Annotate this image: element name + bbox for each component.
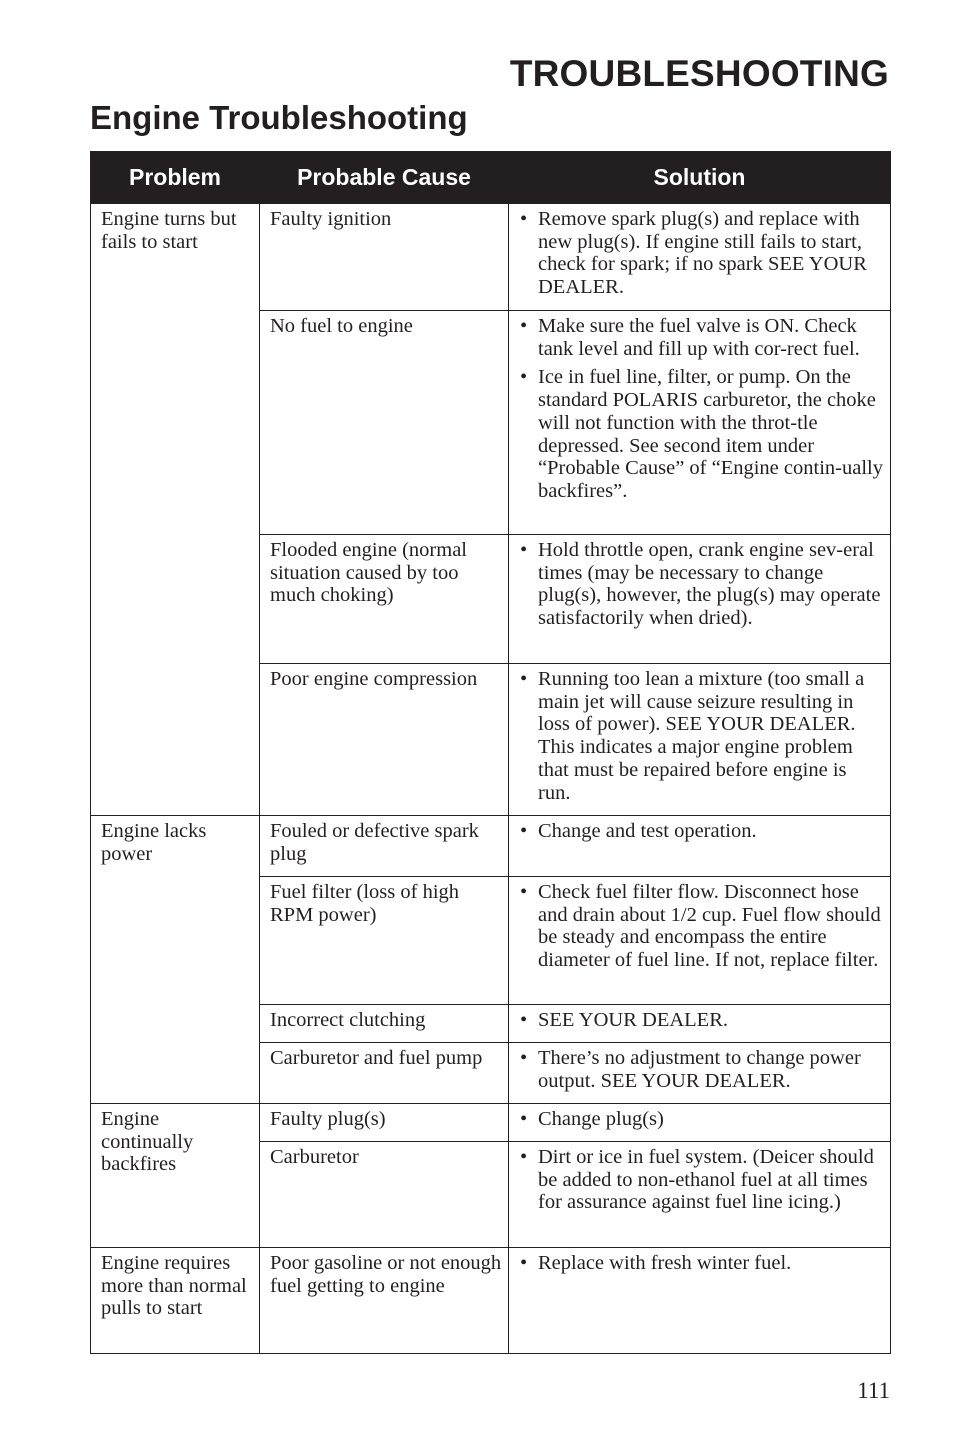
table-header-row xyxy=(91,152,891,204)
page-title: Engine Troubleshooting xyxy=(90,99,468,136)
solution-item: • Remove spark plug(s) and replace with new plug(s). If engine still fails to start, check for spark; if no spark SEE YOUR DEALER. xyxy=(517,208,884,299)
solution-cell xyxy=(509,311,891,535)
problem-cell: Engine lacks power xyxy=(91,816,260,1104)
problem-cell: Engine turns but fails to start xyxy=(91,204,260,816)
solution-cell xyxy=(509,664,891,816)
solution-cell xyxy=(509,535,891,664)
cause-cell: Fouled or defective spark plug xyxy=(260,816,509,877)
cause-cell: No fuel to engine xyxy=(260,311,509,535)
solution-item: • Running too lean a mixture (too small a main jet will cause seizure resulting in loss of power). SEE YOUR DEALER. This indicates a major engine problem that must be repaired before engine is run. xyxy=(517,668,884,804)
troubleshooting-table xyxy=(90,151,891,1354)
solution-item: • Hold throttle open, crank engine sev-eral times (may be necessary to change plug(s), however, the plug(s) may operate satisfactorily when dried). xyxy=(517,539,884,630)
table-row xyxy=(91,204,891,311)
cause-cell: Poor gasoline or not enough fuel getting to engine xyxy=(260,1248,509,1354)
solution-cell xyxy=(509,877,891,1005)
solution-cell xyxy=(509,1005,891,1043)
cause-cell: Flooded engine (normal situation caused by too much choking) xyxy=(260,535,509,664)
table-row xyxy=(91,1248,891,1354)
solution-item: • SEE YOUR DEALER. xyxy=(517,1009,884,1032)
solution-item: • Ice in fuel line, filter, or pump. On the standard POLARIS carburetor, the choke will not function with the throt-tle depressed. See second item under “Probable Cause” of “Engine contin-ually backfires”. xyxy=(517,366,884,502)
table-row xyxy=(91,1104,891,1142)
column-header-probable-cause: Probable Cause xyxy=(260,152,509,204)
cause-cell: Incorrect clutching xyxy=(260,1005,509,1043)
cause-cell: Carburetor xyxy=(260,1142,509,1248)
cause-cell: Faulty plug(s) xyxy=(260,1104,509,1142)
page-number: 111 xyxy=(857,1378,890,1403)
cause-cell: Fuel filter (loss of high RPM power) xyxy=(260,877,509,1005)
solution-cell xyxy=(509,816,891,877)
solution-item: • Check fuel filter flow. Disconnect hose and drain about 1/2 cup. Fuel flow should be steady and encompass the entire diameter of fuel line. If not, replace filter. xyxy=(517,881,884,972)
solution-cell xyxy=(509,1142,891,1248)
solution-item: • Change plug(s) xyxy=(517,1108,884,1131)
column-header-problem: Problem xyxy=(91,152,260,204)
solution-item: • Replace with fresh winter fuel. xyxy=(517,1252,884,1275)
cause-cell: Poor engine compression xyxy=(260,664,509,816)
solution-cell xyxy=(509,1248,891,1354)
solution-item: • Change and test operation. xyxy=(517,820,884,843)
solution-cell xyxy=(509,204,891,311)
section-title: TROUBLESHOOTING xyxy=(509,53,889,94)
solution-item: • There’s no adjustment to change power output. SEE YOUR DEALER. xyxy=(517,1047,884,1092)
cause-cell: Carburetor and fuel pump xyxy=(260,1043,509,1104)
solution-item: • Make sure the fuel valve is ON. Check tank level and fill up with cor-rect fuel. xyxy=(517,315,884,360)
solution-item: • Dirt or ice in fuel system. (Deicer should be added to non-ethanol fuel at all times for assurance against fuel line icing.) xyxy=(517,1146,884,1214)
problem-cell: Engine continually backfires xyxy=(91,1104,260,1248)
solution-cell xyxy=(509,1043,891,1104)
solution-cell xyxy=(509,1104,891,1142)
problem-cell: Engine requires more than normal pulls to start xyxy=(91,1248,260,1354)
cause-cell: Faulty ignition xyxy=(260,204,509,311)
table-row xyxy=(91,816,891,877)
column-header-solution: Solution xyxy=(509,152,891,204)
